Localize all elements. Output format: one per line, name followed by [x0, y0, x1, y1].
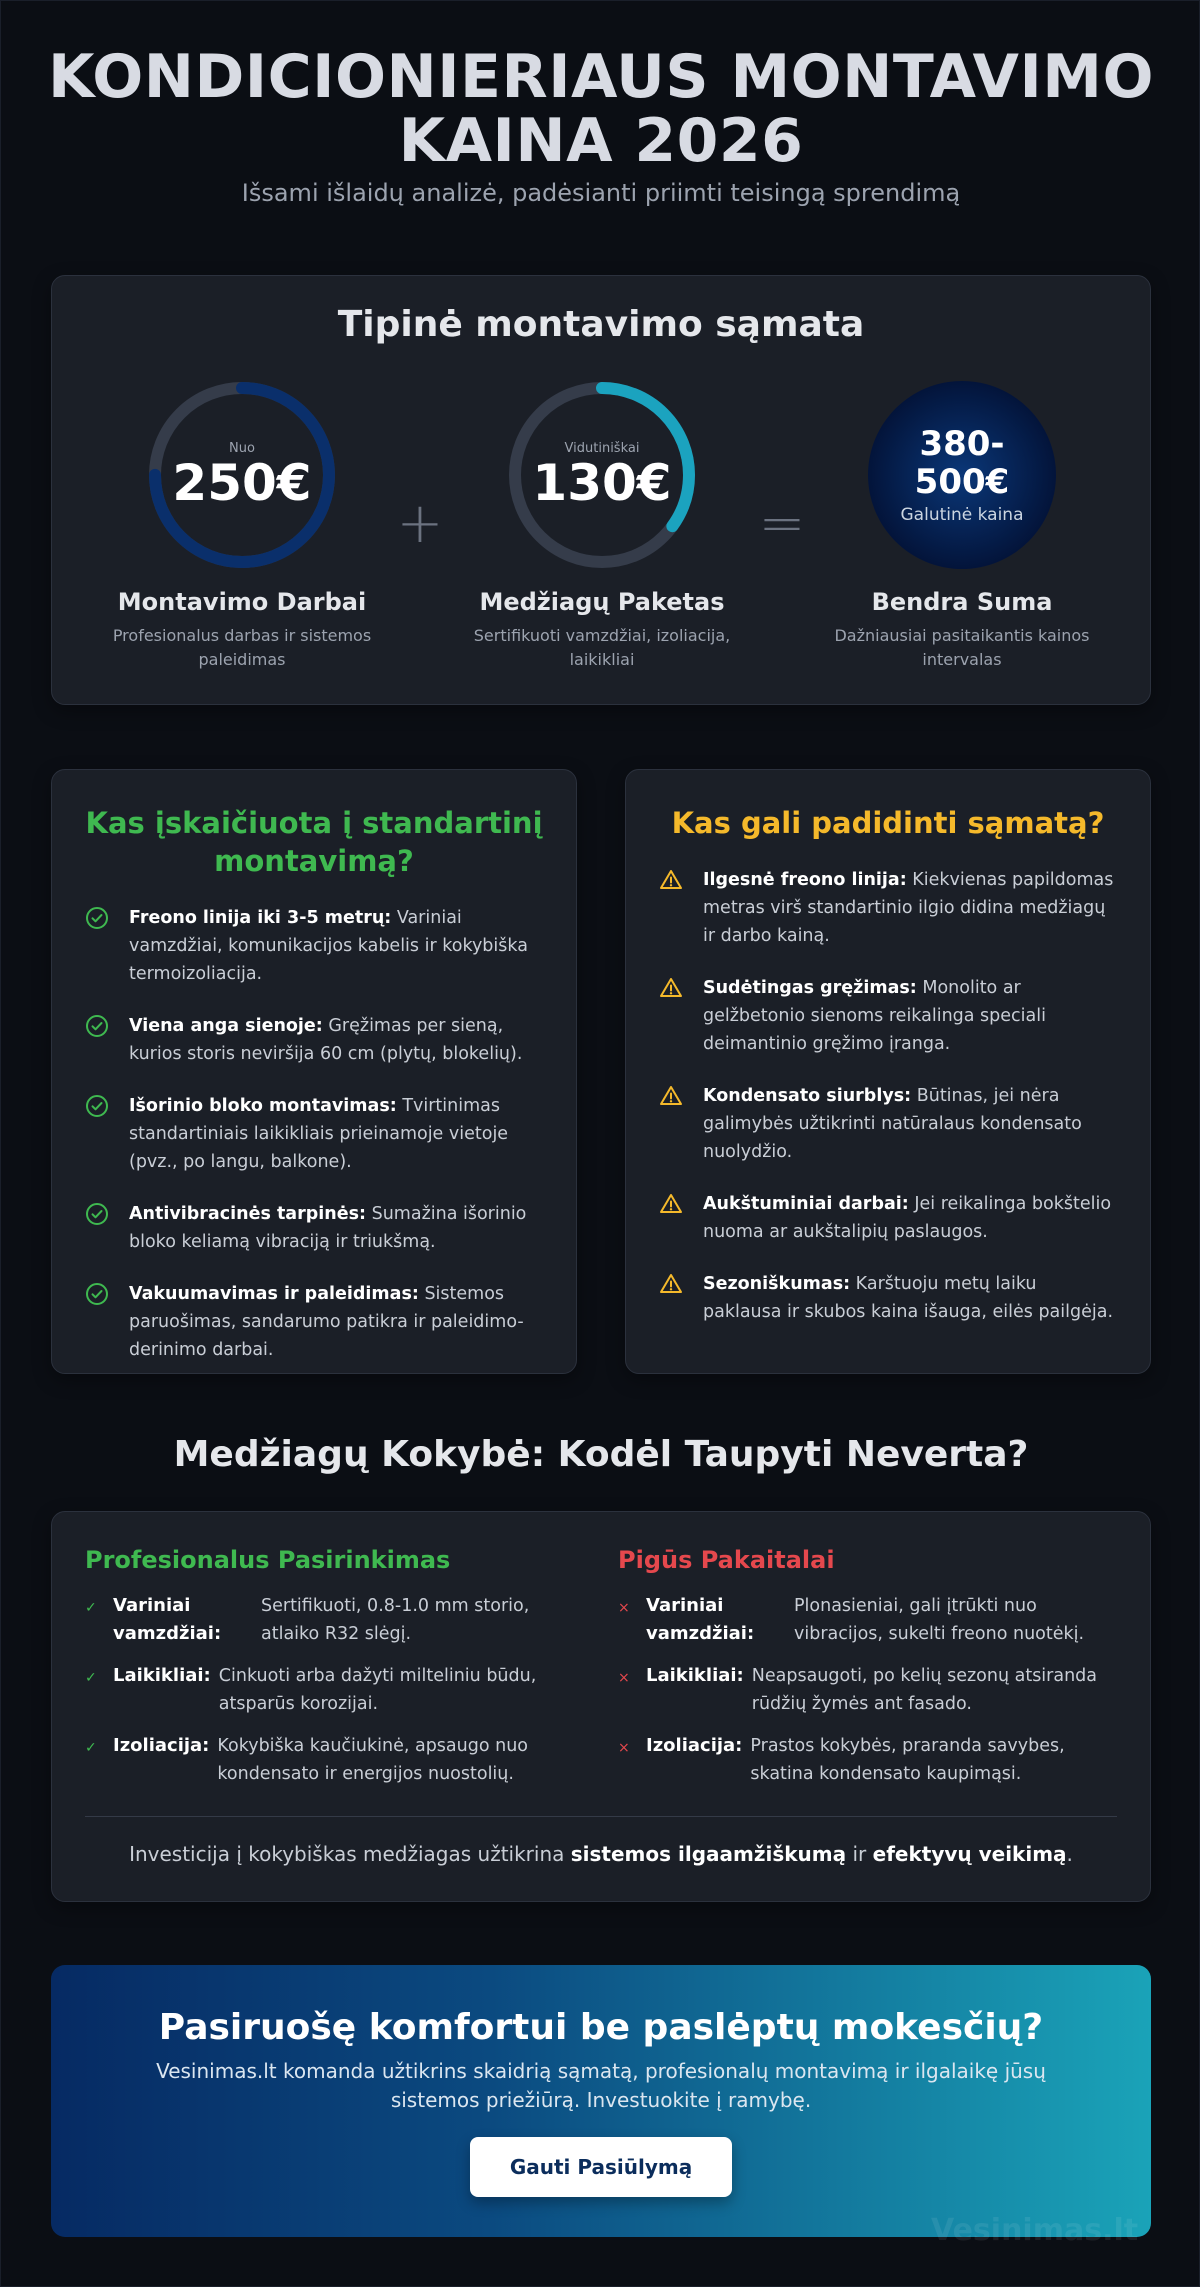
risks-item-label: Aukštuminiai darbai: [703, 1194, 909, 1214]
included-item-label: Išorinio bloko montavimas: [129, 1096, 397, 1116]
labor-price: 250€ [172, 453, 312, 512]
included-item-label: Antivibracinės tarpinės: [129, 1204, 367, 1224]
total-caption: Galutinė kaina [900, 505, 1024, 525]
included-item [85, 1280, 546, 1364]
watermark: Vesinimas.lt [931, 2213, 1139, 2248]
quality-bad-label: Izoliacija: [646, 1735, 743, 1756]
check-circle-icon [85, 1094, 109, 1118]
risks-item-text [703, 1082, 1120, 1166]
total-range-line-1: 380- [919, 424, 1005, 464]
included-item-text [129, 1012, 546, 1068]
quality-good-row [85, 1592, 585, 1648]
risks-item [659, 1082, 1120, 1166]
included-item-desc: Gręžimas per sieną, kurios storis neviršija 60 cm (plytų, blokelių). [129, 1016, 523, 1064]
materials-column [452, 380, 752, 672]
quality-footer [52, 1842, 1150, 1866]
quality-bad-desc: Plonasieniai, gali įtrūkti nuo vibracijos, sukelti freono nuotėkį. [794, 1596, 1085, 1644]
total-range-line-2: 500€ [914, 462, 1010, 502]
included-item-text [129, 1280, 546, 1364]
risks-item-text [703, 866, 1120, 950]
cross-mark-icon: × [618, 1740, 630, 1756]
included-item [85, 1012, 546, 1068]
quality-divider [85, 1816, 1117, 1817]
warning-triangle-icon [659, 976, 683, 1000]
check-mark-icon: ✓ [85, 1600, 97, 1616]
footer-pre: Investicija į kokybiškas medžiagas užtikrina [129, 1842, 571, 1866]
risks-item-label: Ilgesnė freono linija: [703, 870, 907, 890]
quality-good-label: Variniai vamzdžiai: [113, 1595, 222, 1644]
risks-item-label: Sezoniškumas: [703, 1274, 851, 1294]
quality-good-row [85, 1732, 585, 1788]
quality-good-desc: Kokybiška kaučiukinė, apsaugo nuo kondensato ir energijos nuostolių. [217, 1736, 528, 1784]
risks-heading: Kas gali padidinti sąmatą? [671, 806, 1105, 840]
quality-good-title: Profesionalus Pasirinkimas [85, 1546, 451, 1574]
footer-bold-1: sistemos ilgaamžiškumą [570, 1842, 847, 1866]
estimate-title: Tipinė montavimo sąmata [337, 304, 865, 345]
quality-good-label: Izoliacija: [113, 1735, 210, 1756]
plus-operator: + [396, 491, 444, 556]
footer-bold-2: efektyvų veikimą [872, 1842, 1067, 1866]
included-item [85, 1092, 546, 1176]
warning-triangle-icon [659, 1084, 683, 1108]
labor-desc: Profesionalus darbas ir sistemos paleidimas [112, 626, 372, 669]
quality-bad-column [618, 1546, 1118, 1802]
risks-item-desc: Monolito ar gelžbetonio sienoms reikalinga speciali deimantinio gręžimo įranga. [703, 978, 1046, 1054]
check-circle-icon [85, 906, 109, 930]
quality-good-row [85, 1662, 585, 1718]
included-item-label: Vakuumavimas ir paleidimas: [129, 1284, 419, 1304]
included-list [52, 904, 576, 1364]
materials-prefix: Vidutiniškai [564, 440, 640, 456]
check-mark-icon: ✓ [85, 1740, 97, 1756]
quality-good-desc: Sertifikuoti, 0.8-1.0 mm storio, atlaiko R32 slėgį. [261, 1596, 530, 1644]
risks-item-text [703, 1270, 1120, 1326]
warning-triangle-icon [659, 868, 683, 892]
quality-section-title: Medžiagų Kokybė: Kodėl Taupyti Neverta? [173, 1434, 1029, 1475]
equals-operator: = [758, 491, 806, 556]
total-title: Bendra Suma [871, 588, 1053, 616]
materials-ring [507, 380, 697, 570]
footer-post: . [1066, 1842, 1073, 1866]
estimate-card [51, 275, 1151, 705]
quality-bad-label: Laikikliai: [646, 1665, 744, 1686]
risks-item [659, 974, 1120, 1058]
risks-item-label: Sudėtingas gręžimas: [703, 978, 917, 998]
risks-item-text [703, 1190, 1120, 1246]
title-line-2: KAINA 2026 [398, 106, 804, 176]
check-circle-icon [85, 1282, 109, 1306]
risks-card [625, 769, 1151, 1374]
included-item-desc: Tvirtinimas standartiniais laikikliais prieinamoje vietoje (pvz., po langu, balkone). [129, 1096, 509, 1172]
risks-item-desc: Kiekvienas papildomas metras virš standartinio ilgio didina medžiagų ir darbo kainą. [703, 870, 1114, 946]
labor-ring [147, 380, 337, 570]
quality-good-column [85, 1546, 585, 1802]
get-offer-button[interactable]: Gauti Pasiūlymą [470, 2137, 732, 2197]
cross-mark-icon: × [618, 1600, 630, 1616]
cta-desc: Vesinimas.lt komanda užtikrins skaidrią sąmatą, profesionalų montavimą ir ilgalaikę jūsų sistemos priežiūrą. Investuokite į ramybę. [156, 2059, 1046, 2112]
cross-mark-icon: × [618, 1670, 630, 1686]
included-item-label: Viena anga sienoje: [129, 1016, 323, 1036]
materials-title: Medžiagų Paketas [479, 588, 725, 616]
included-item-desc: Sistemos paruošimas, sandarumo patikra ir paleidimo-derinimo darbai. [129, 1284, 524, 1360]
quality-bad-row [618, 1732, 1118, 1788]
quality-good-desc: Cinkuoti arba dažyti milteliniu būdu, atsparūs korozijai. [218, 1666, 537, 1714]
included-heading: Kas įskaičiuota į standartinį montavimą? [85, 806, 543, 878]
included-item [85, 904, 546, 988]
quality-bad-desc: Neapsaugoti, po kelių sezonų atsiranda rūdžių žymės ant fasado. [751, 1666, 1098, 1714]
check-circle-icon [85, 1014, 109, 1038]
quality-bad-desc: Prastos kokybės, praranda savybes, skatina kondensato kaupimąsi. [750, 1736, 1065, 1784]
materials-desc: Sertifikuoti vamzdžiai, izoliacija, laikikliai [473, 626, 731, 669]
risks-item-desc: Būtinas, jei nėra galimybės užtikrinti natūralaus kondensato nuolydžio. [703, 1086, 1082, 1162]
labor-column [92, 380, 392, 672]
included-item-label: Freono linija iki 3-5 metrų: [129, 908, 392, 928]
page-subtitle: Išsami išlaidų analizė, padėsianti priimti teisingą sprendimą [241, 179, 961, 207]
included-item-text [129, 904, 546, 988]
page-title [1, 42, 1200, 176]
total-column [812, 380, 1112, 672]
included-item-text [129, 1200, 546, 1256]
included-card [51, 769, 577, 1374]
risks-item [659, 1270, 1120, 1326]
risks-item-text [703, 974, 1120, 1058]
total-desc: Dažniausiai pasitaikantis kainos intervalas [834, 626, 1090, 669]
risks-item-desc: Jei reikalinga bokštelio nuoma ar aukštalipių paslaugos. [703, 1194, 1112, 1242]
quality-card [51, 1511, 1151, 1902]
cta-title: Pasiruošę komfortui be paslėptų mokesčių? [158, 2007, 1044, 2048]
quality-good-label: Laikikliai: [113, 1665, 211, 1686]
quality-bad-row [618, 1662, 1118, 1718]
risks-item-label: Kondensato siurblys: [703, 1086, 912, 1106]
included-item-text [129, 1092, 546, 1176]
title-line-1: KONDICIONIERIAUS MONTAVIMO [47, 42, 1154, 112]
included-item-desc: Sumažina išorinio bloko keliamą vibraciją ir triukšmą. [129, 1204, 527, 1252]
included-item [85, 1200, 546, 1256]
cta-banner [51, 1965, 1151, 2237]
labor-title: Montavimo Darbai [117, 588, 367, 616]
check-circle-icon [85, 1202, 109, 1226]
quality-bad-title: Pigūs Pakaitalai [618, 1546, 835, 1574]
quality-bad-label: Variniai vamzdžiai: [646, 1595, 755, 1644]
warning-triangle-icon [659, 1272, 683, 1296]
check-mark-icon: ✓ [85, 1670, 97, 1686]
risks-item [659, 866, 1120, 950]
risks-item [659, 1190, 1120, 1246]
materials-price: 130€ [532, 453, 672, 512]
labor-prefix: Nuo [229, 440, 255, 456]
risks-list [626, 866, 1150, 1326]
footer-mid: ir [846, 1842, 873, 1866]
risks-item-desc: Karštuoju metų laiku paklausa ir skubos kaina išauga, eilės pailgėja. [703, 1274, 1114, 1322]
total-circle [867, 380, 1057, 570]
quality-bad-row [618, 1592, 1118, 1648]
warning-triangle-icon [659, 1192, 683, 1216]
included-item-desc: Variniai vamzdžiai, komunikacijos kabelis ir kokybiška termoizoliacija. [129, 908, 528, 984]
